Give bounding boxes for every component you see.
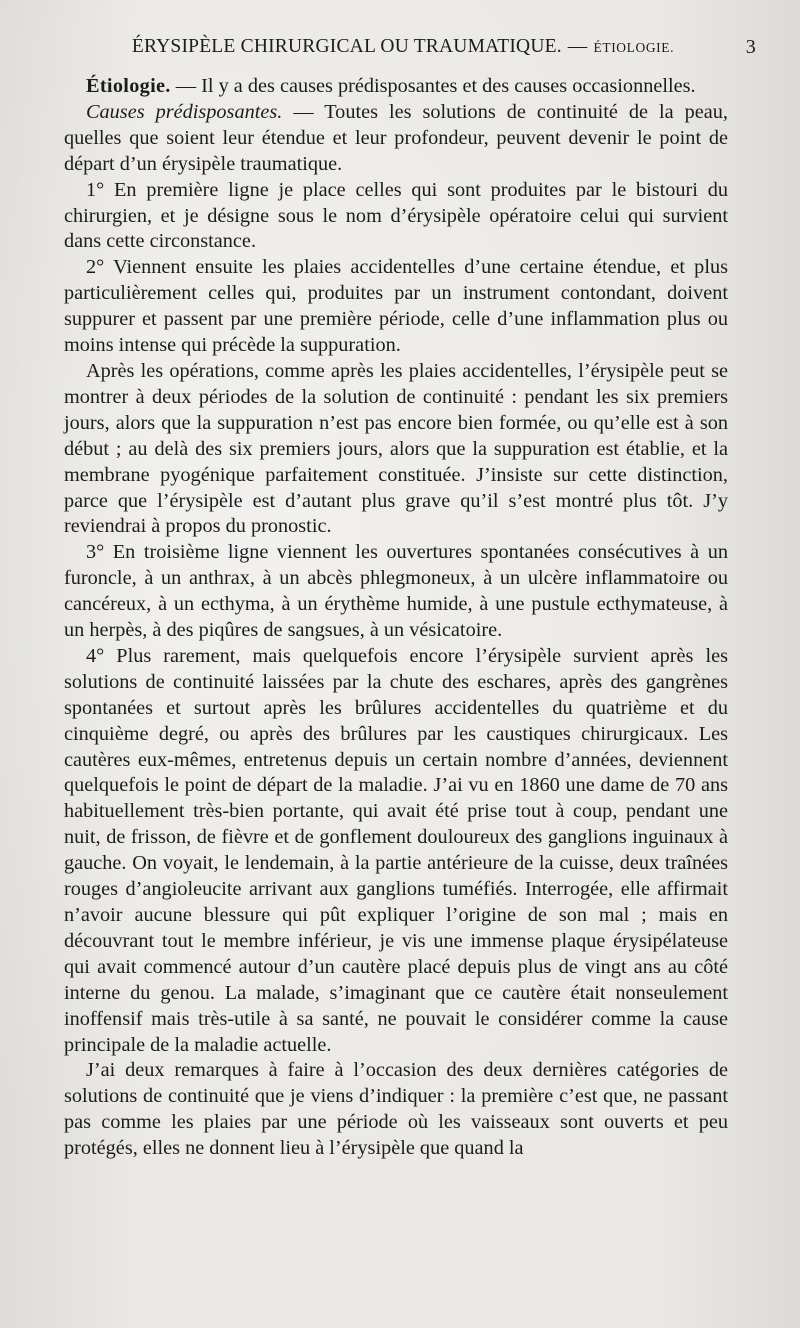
running-head	[64, 36, 756, 66]
paragraph-etiologie	[64, 74, 728, 100]
paragraph-text: Après les opérations, comme après les plaies accidentelles, l’érysipèle peut se montrer à deux périodes de la solution de continuité : pendant les six premiers jours, alors que la suppuration n’est pas encore bien formée, ou qu’elle est à son début ; au delà des six premiers jours, alors que la suppuration est établie, et la membrane pyogénique parfaitement constituée. J’insiste sur cette distinction, parce que l’érysipèle est d’autant plus grave qu’il s’est montré plus tôt. J’y reviendrai à propos du pronostic.	[64, 359, 728, 538]
paragraph-operations	[64, 359, 728, 540]
subsection-heading: Causes prédisposantes.	[86, 100, 283, 123]
body-text	[64, 74, 728, 1162]
paragraph-causes-predisposantes	[64, 100, 728, 178]
section-heading: Étiologie.	[86, 75, 171, 97]
running-head-section: ÉTIOLOGIE.	[593, 40, 675, 55]
paragraph-item-4	[64, 644, 728, 1059]
paragraph-text: — Toutes les solutions de continuité de la peau, quelles que soient leur étendue et leur profondeur, peuvent devenir le point de départ d’un érysipèle traumatique.	[64, 100, 728, 175]
page-number: 3	[745, 36, 756, 58]
paragraph-remarques	[64, 1058, 728, 1162]
paragraph-item-1	[64, 178, 728, 256]
paragraph-item-3	[64, 540, 728, 644]
paragraph-item-2	[64, 255, 728, 359]
paragraph-text: J’ai deux remarques à faire à l’occasion des deux dernières catégories de solutions de continuité que je viens d’indiquer : la première c’est que, ne passant pas comme les plaies par une période où les vaisseaux sont ouverts et peu protégés, elles ne donnent lieu à l’érysipèle que quand la	[64, 1059, 728, 1160]
paragraph-text: 4° Plus rarement, mais quelquefois encore l’érysipèle survient après les solutions de continuité laissées par la chute des eschares, après des gangrènes spontanées et surtout après les brûlures accidentelles du quatrième et du cinquième degré, ou après des brûlures par les caustiques chirurgicaux. Les cautères eux-mêmes, entretenus depuis un certain nombre d’années, deviennent quelquefois le point de départ de la maladie. J’ai vu en 1860 une dame de 70 ans habituellement très-bien portante, qui avait été prise tout à coup, pendant une nuit, de frisson, de fièvre et de gonflement douloureux des ganglions inguinaux à gauche. On voyait, le lendemain, à la partie antérieure de la cuisse, deux traînées rouges d’angioleucite arrivant aux ganglions tuméfiés. Interrogée, elle affirmait n’avoir aucune blessure qui pût expliquer l’origine de son mal ; mais en découvrant tout le membre inférieur, je vis une immense plaque érysipélateuse qui avait commencé autour d’un cautère placé depuis plus de vingt ans au côté interne du genou. La malade, s’imaginant que ce cautère était nonseulement inoffensif mais très-utile à sa santé, ne pouvait le considérer comme la cause principale de la maladie actuelle.	[64, 644, 728, 1056]
running-head-dash: —	[567, 36, 588, 57]
running-head-title: ÉRYSIPÈLE CHIRURGICAL OU TRAUMATIQUE.	[131, 36, 562, 57]
paragraph-text: — Il y a des causes prédisposantes et des causes occasionnelles.	[170, 75, 696, 97]
paragraph-text: 3° En troisième ligne viennent les ouvertures spontanées consécutives à un furoncle, à un anthrax, à un abcès phlegmoneux, à un ulcère inflammatoire ou cancéreux, à un ecthyma, à un érythème humide, à une pustule ecthymateuse, à un herpès, à des piqûres de sangsues, à un vésicatoire.	[64, 541, 728, 642]
paragraph-text: 2° Viennent ensuite les plaies accidentelles d’une certaine étendue, et plus particulièrement celles qui, produites par un instrument contondant, doivent suppurer et passent par une première période, celle d’une inflammation plus ou moins intense qui précède la suppuration.	[64, 256, 728, 357]
paragraph-text: 1° En première ligne je place celles qui sont produites par le bistouri du chirurgien, et je désigne sous le nom d’érysipèle opératoire celui qui survient dans cette circonstance.	[64, 178, 728, 253]
